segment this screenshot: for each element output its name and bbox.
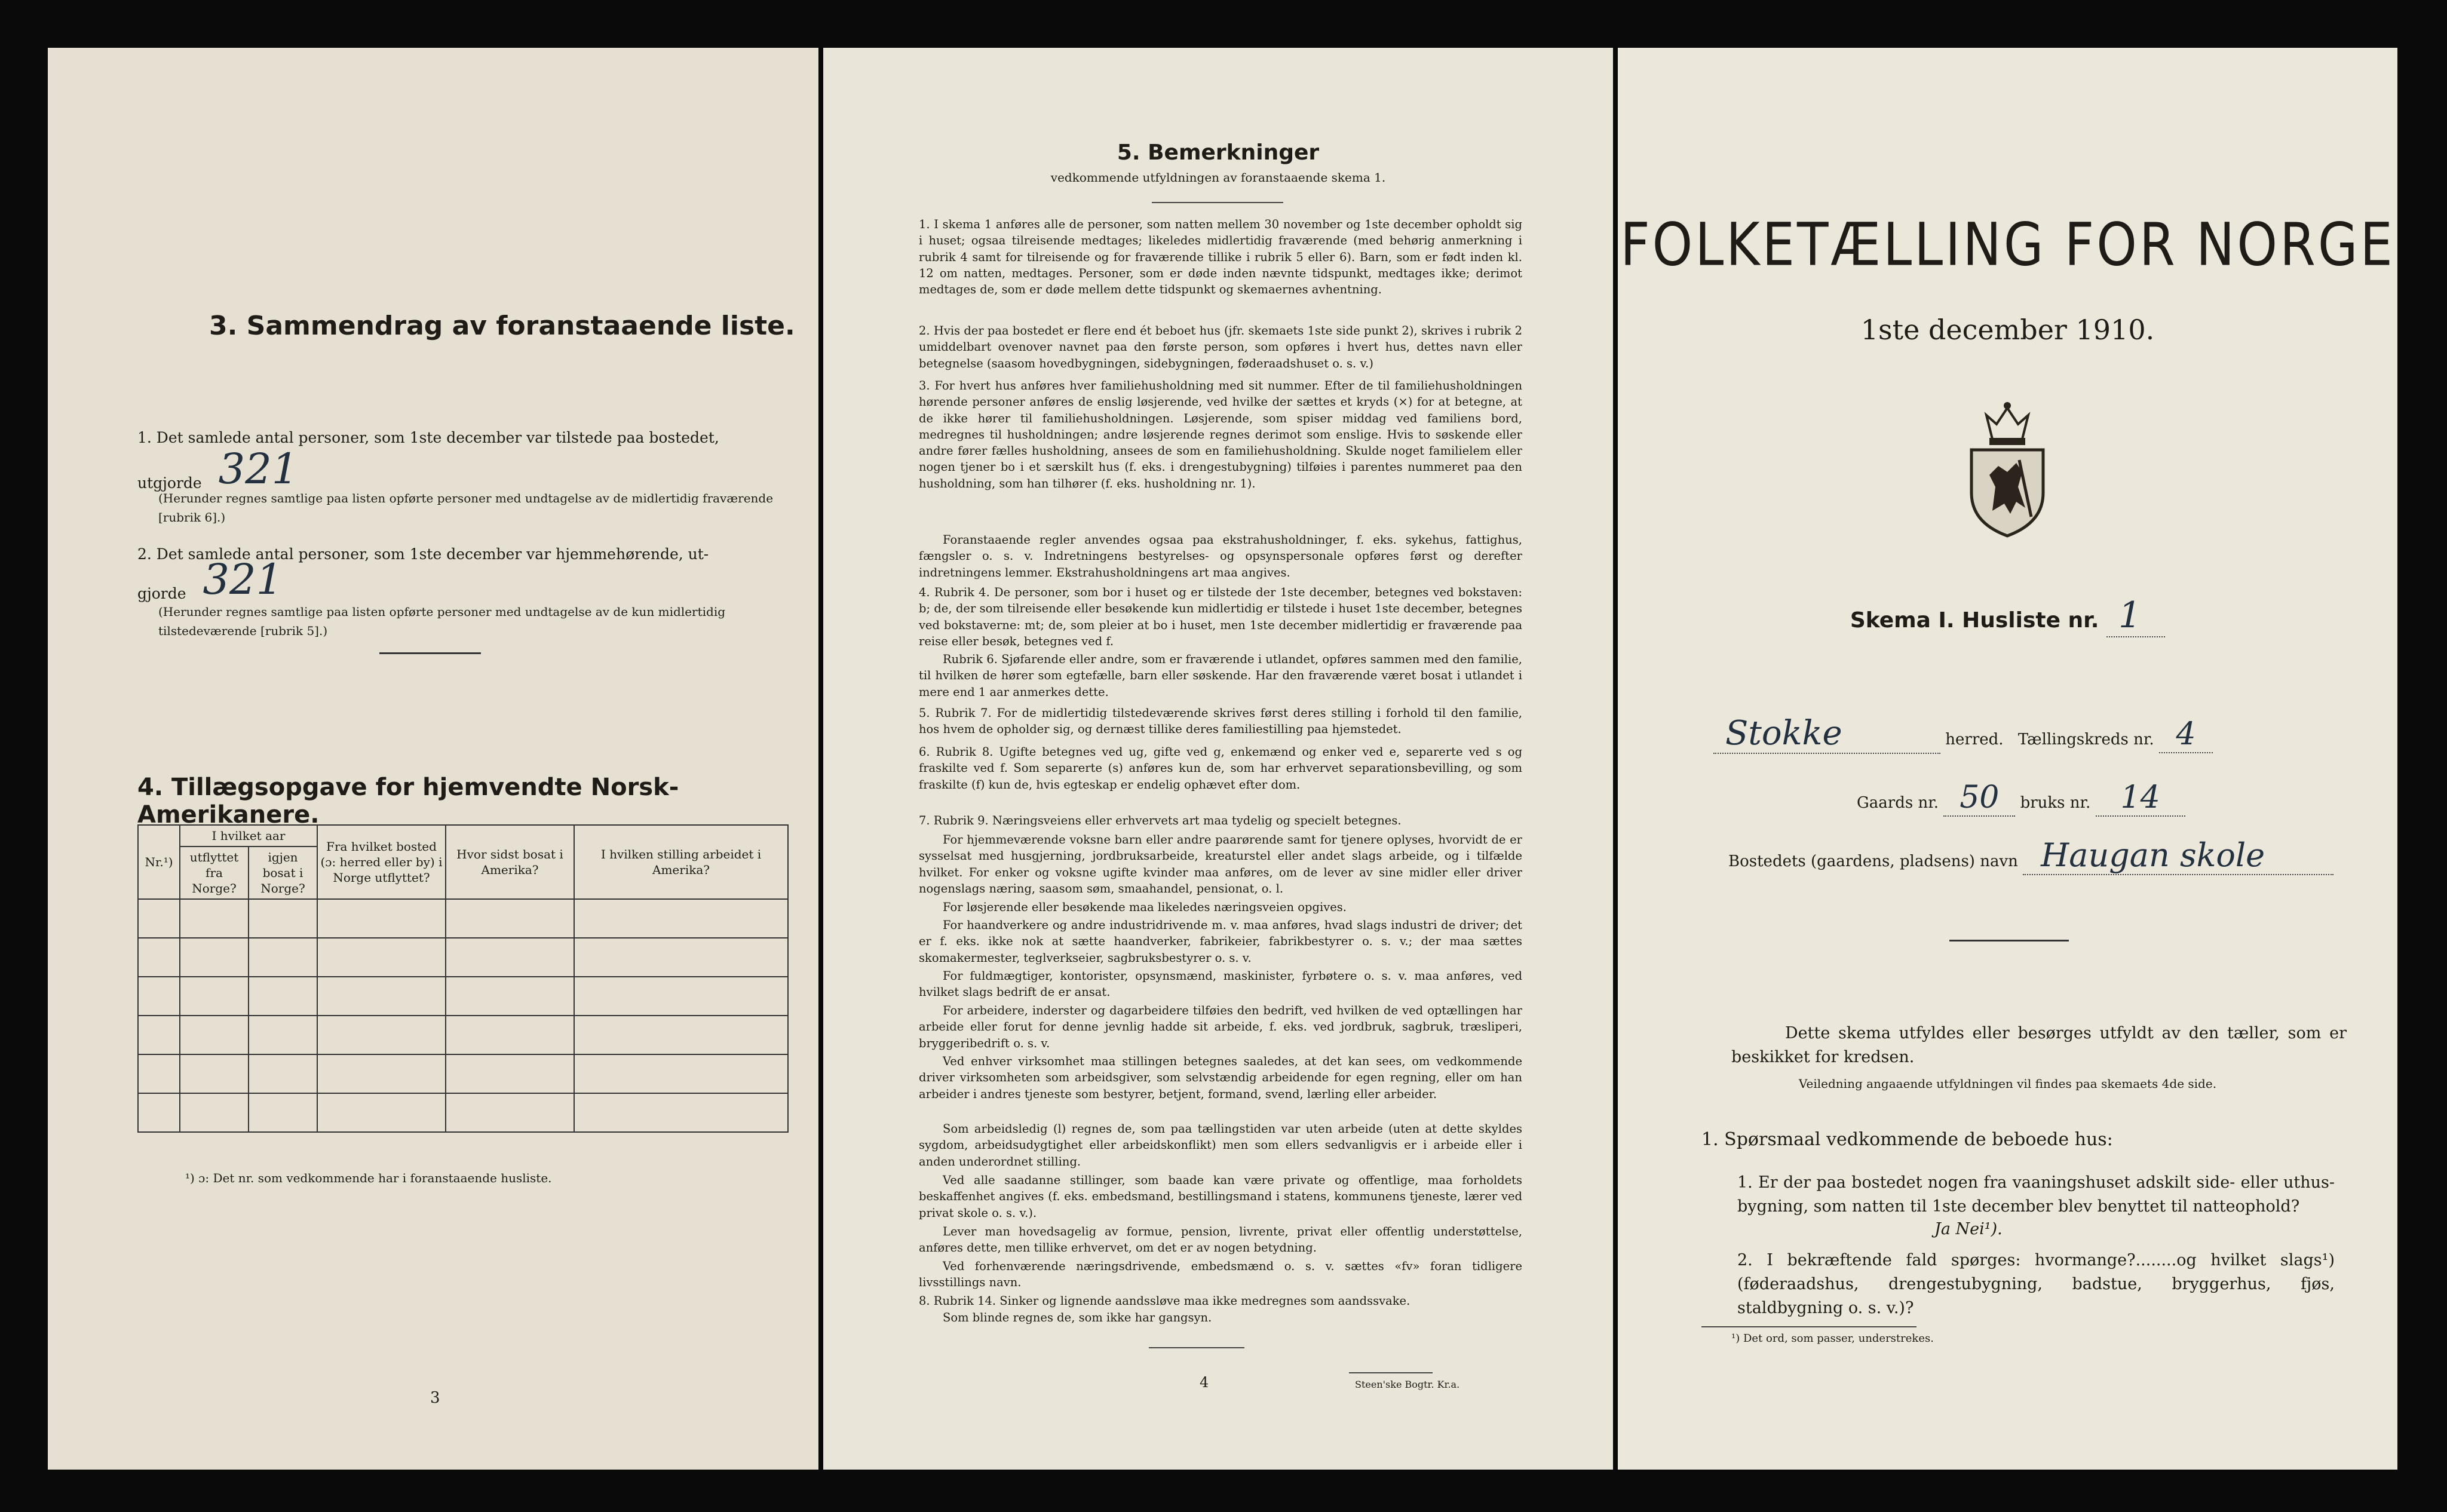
- remark-7c: For løsjerende eller besøkende maa likeledes næringsveien opgives.: [943, 900, 1347, 914]
- col-fra: Fra hvilket bosted (ɔ: herred eller by) i Norge utflyttet?: [317, 825, 446, 899]
- separator: [379, 652, 481, 654]
- remark-3b: Foranstaaende regler anvendes ogsaa paa ekstrahusholdninger, f. eks. sykehus, fattighus, fængsler o. s. v. Indretningens bestyrelses- og opsynspersonale opføres først og derefter indretningens lemmer. Ekstrahusholdningens art maa angives.: [919, 533, 1522, 579]
- item1-prefix: utgjorde: [137, 474, 202, 492]
- page-number: 4: [1200, 1374, 1209, 1391]
- col-hvor: Hvor sidst bosat i Amerika?: [446, 825, 574, 899]
- intro-note: Veiledning angaaende utfyldningen vil findes paa skemaets 4de side.: [1798, 1077, 2217, 1091]
- question1-1-answer: Ja Nei¹).: [1934, 1220, 2003, 1238]
- remark-7d: For haandverkere og andre industridrivende m. v. maa anføres, hvad slags industri de driver; det er f. eks. ikke nok at sætte haandverker, fabrikeier, fabrikbestyrer o. s. v.; der maa sættes skomakermester, teglverkseier, sagbruksbestyrer o. s. v.: [919, 918, 1522, 965]
- question1-title: 1. Spørsmaal vedkommende de beboede hus:: [1701, 1129, 2113, 1150]
- bruks-label: bruks nr.: [2020, 794, 2091, 812]
- table-row: [138, 1016, 788, 1054]
- col-nr: Nr.¹): [138, 825, 180, 899]
- skema-label: Skema I. Husliste nr.: [1850, 608, 2099, 633]
- page-sammendrag: [48, 48, 818, 1470]
- table-row: [138, 1054, 788, 1093]
- footnote: ¹) ɔ: Det nr. som vedkommende har i foranstaaende husliste.: [185, 1171, 552, 1185]
- section3-title: 3. Sammendrag av foranstaaende liste.: [209, 311, 795, 341]
- footnote-rule: [1701, 1326, 1916, 1327]
- table-row: [138, 1093, 788, 1132]
- printer-imprint: Steen'ske Bogtr. Kr.a.: [1355, 1379, 1460, 1390]
- remark-7e: For fuldmægtiger, kontorister, opsynsmænd, maskinister, fyrbøtere o. s. v. maa anføres, ved hvilket slags bedrift de er ansat.: [919, 969, 1522, 999]
- remark-8b: Som blinde regnes de, som ikke har gangsyn.: [943, 1311, 1212, 1324]
- item2-note: (Herunder regnes samtlige paa listen opførte personer med undtagelse av de kun midlertidig tilstedeværende [rubrik 5].): [158, 605, 726, 638]
- item2-text: 2. Det samlede antal personer, som 1ste december var hjemmehørende, ut-: [137, 545, 709, 563]
- page-cover: [1618, 48, 2397, 1470]
- cover-date: 1ste december 1910.: [1860, 314, 2155, 346]
- table-row: [138, 977, 788, 1016]
- remark-7g: Ved enhver virksomhet maa stillingen betegnes saaledes, at det kan sees, om vedkommende driver virksomheten som arbeidsgiver, som selvstændig arbeidende for egen regning, eller om han arbeider i andres tjeneste som bestyrer, betjent, formand, svend, lærling eller arbeider.: [919, 1054, 1522, 1101]
- item1-note: (Herunder regnes samtlige paa listen opførte personer med undtagelse av de midlertidig fraværende [rubrik 6].): [158, 491, 774, 525]
- remark-6: 6. Rubrik 8. Ugifte betegnes ved ug, gifte ved g, enkemænd og enker ved e, separerte ved s og fraskilte ved f. Som separerte (s) anføres kun de, som har erhvervet separationsbevilling, og som fraskilte (f) kun de, hvis egteskap er endelig ophævet efter dom.: [919, 745, 1522, 792]
- remark-7f: For arbeidere, inderster og dagarbeidere tilføies den bedrift, ved hvilken de ved optællingen har arbeide eller forut for denne jevnlig hadde sit arbeide, f. eks. ved jordbruk, sagbruk, træsliperi, bryggeribedrift o. s. v.: [919, 1004, 1522, 1050]
- skema-row: [1618, 594, 2397, 636]
- bosted-value: Haugan skole: [2023, 836, 2333, 875]
- bosted-row: [1728, 836, 2356, 875]
- coat-of-arms-icon: [1960, 397, 2055, 541]
- remark-7i: Ved alle saadanne stillinger, som baade kan være private og offentlige, maa forholdets beskaffenhet angives (f. eks. embedsmand, bestillingsmand i statens, kommunens tjeneste, lærer ved privat skole o. s. v.).: [919, 1173, 1522, 1220]
- husliste-number: 1: [2106, 594, 2165, 637]
- item2-prefix: gjorde: [137, 585, 186, 602]
- remark-7h: Som arbeidsledig (l) regnes de, som paa tællingstiden var uten arbeide (uten at dette skyldes sygdom, arbeidsudygtighet eller arbeidskonflikt) men som ellers sedvanligvis er i arbeide eller i anden underordnet stilling.: [919, 1122, 1522, 1168]
- herred-label: herred.: [1945, 731, 2004, 749]
- remark-7: 7. Rubrik 9. Næringsveiens eller erhvervets art maa tydelig og specielt betegnes.: [919, 814, 1402, 827]
- norsk-amerikanere-table: [137, 824, 789, 1133]
- table-row: [138, 899, 788, 938]
- remark-5: 5. Rubrik 7. For de midlertidig tilstedeværende skrives først deres stilling i forhold til den familie, hos hvem de opholder sig, og dernæst tillike deres familiestilling paa hjemstedet.: [919, 706, 1522, 737]
- bruks-value: 14: [2096, 780, 2185, 817]
- col-igjen: igjen bosat i Norge?: [249, 847, 317, 899]
- col-stilling: I hvilken stilling arbeidet i Amerika?: [574, 825, 788, 899]
- remark-8: 8. Rubrik 14. Sinker og lignende aandssløve maa ikke medregnes som aandssvake.: [919, 1294, 1410, 1308]
- gaards-row: [1857, 780, 2335, 817]
- cover-title: FOLKETÆLLING FOR NORGE: [1620, 210, 2395, 280]
- remark-7j: Lever man hovedsagelig av formue, pension, livrente, privat eller offentlig understøttelse, anføres dette, men tillike erhvervet, om det er av nogen betydning.: [919, 1225, 1522, 1255]
- end-rule: [1149, 1347, 1244, 1348]
- title-rule: [1152, 202, 1283, 203]
- page-number: 3: [430, 1389, 440, 1407]
- item1-value: 321: [218, 444, 299, 493]
- item1-text: 1. Det samlede antal personer, som 1ste december var tilstede paa bostedet,: [137, 429, 719, 446]
- remark-1: 1. I skema 1 anføres alle de personer, som natten mellem 30 november og 1ste december opholdt sig i huset; ogsaa tilreisende medtages; likeledes midlertidig fraværende (med behørig anmerkning i rubrik 4 samt for tilreisende og for fraværende tillike i rubrik 5 eller 6). Barn, som er født inden kl. 12 om natten, medtages. Personer, som er døde inden nævnte tidspunkt, medtages ikke; derimot medtages de, som er døde mellem dette tidspunkt og skemaernes avhentning.: [919, 217, 1522, 297]
- cover-footnote: ¹) Det ord, som passer, understrekes.: [1731, 1332, 1934, 1345]
- gaards-label: Gaards nr.: [1857, 794, 1939, 812]
- bosted-label: Bostedets (gaardens, pladsens) navn: [1728, 852, 2018, 870]
- bemerkninger-title: 5. Bemerkninger: [1117, 140, 1320, 165]
- col-group: I hvilket aar: [180, 825, 317, 847]
- kreds-value: 4: [2159, 716, 2213, 753]
- kreds-label: Tællingskreds nr.: [2017, 731, 2154, 749]
- remark-4: 4. Rubrik 4. De personer, som bor i huset og er tilstede der 1ste december, betegnes ved bokstaven: b; de, der som tilreisende eller besøkende kun midlertidig er tilstede i huset 1ste december, betegnes ved bokstaverne: mt; de, som pleier at bo i huset, men 1ste december midlertidig er fraværende paa reise eller besøk, betegnes ved f.: [919, 585, 1522, 648]
- section4-title: 4. Tillægsopgave for hjemvendte Norsk-Amerikanere.: [137, 774, 679, 829]
- question1-2: 2. I bekræftende fald spørges: hvormange?........og hvilket slags¹) (føderaadshus, drengestubygning, badstue, bryggerhus, fjøs, staldbygning o. s. v.)?: [1737, 1251, 2335, 1317]
- question1-1: 1. Er der paa bostedet nogen fra vaaningshuset adskilt side- eller uthus-bygning, som natten til 1ste december blev benyttet til natteophold?: [1737, 1173, 2335, 1216]
- remark-7b: For hjemmeværende voksne barn eller andre paarørende samt for tjenere oplyses, hvorvidt de er sysselsat med husgjerning, jordbruksarbeide, kreaturstel eller andet slags arbeide, og i tilfælde hvilket. For enker og voksne ugifte kvinder maa anføres, om de lever av sine midler eller driver nogenslags næring, saasom søm, smaahandel, pensionat, o. l.: [919, 833, 1522, 895]
- remark-7k: Ved forhenværende næringsdrivende, embedsmænd o. s. v. sættes «fv» foran tidligere livsstillings navn.: [919, 1259, 1522, 1290]
- table-row: [138, 938, 788, 977]
- col-utflyttet: utflyttet fra Norge?: [180, 847, 249, 899]
- ornament-rule: [1949, 940, 2069, 941]
- bemerkninger-subtitle: vedkommende utfyldningen av foranstaaende skema 1.: [1050, 170, 1386, 185]
- gaards-value: 50: [1943, 780, 2015, 817]
- intro-text: Dette skema utfyldes eller besørges utfyldt av den tæller, som er beskikket for kredsen.: [1731, 1024, 2347, 1066]
- remark-3: 3. For hvert hus anføres hver familiehusholdning med sit nummer. Efter de til familiehusholdningen hørende personer anføres de enslig løsjerende, ved hvilke der sættes et kryds (×) for at betegne, at de ikke hører til familiehusholdningen. Løsjerende, som spiser middag ved familiens bord, medregnes til husholdningen; andre løsjerende regnes derimot som enslige. Hvis to søskende eller andre fører fælles husholdning, ansees de som en familiehusholdning. Skulde noget familielem eller nogen tjener bo i et særskilt hus (f. eks. i drengestubygning) tilføies i parentes nummeret paa den husholdning, som han tilhører (f. eks. husholdning nr. 1).: [919, 379, 1522, 490]
- herred-row: [1713, 714, 2347, 754]
- page-bemerkninger: [823, 48, 1613, 1470]
- herred-value: Stokke: [1713, 714, 1940, 754]
- remark-2: 2. Hvis der paa bostedet er flere end ét beboet hus (jfr. skemaets 1ste side punkt 2), skrives i rubrik 2 umiddelbart ovenover navnet paa den første person, som opføres i hvert hus, dettes navn eller betegnelse (saasom hovedbygningen, sidebygningen, føderaadshuset o. s. v.): [919, 324, 1522, 370]
- printer-rule: [1349, 1372, 1433, 1373]
- item2-value: 321: [203, 555, 283, 604]
- remark-4b: Rubrik 6. Sjøfarende eller andre, som er fraværende i utlandet, opføres sammen med den familie, til hvilken de hører som egtefælle, barn eller søskende. Har den fraværende været bosat i utlandet i mere end 1 aar anmerkes dette.: [919, 652, 1522, 699]
